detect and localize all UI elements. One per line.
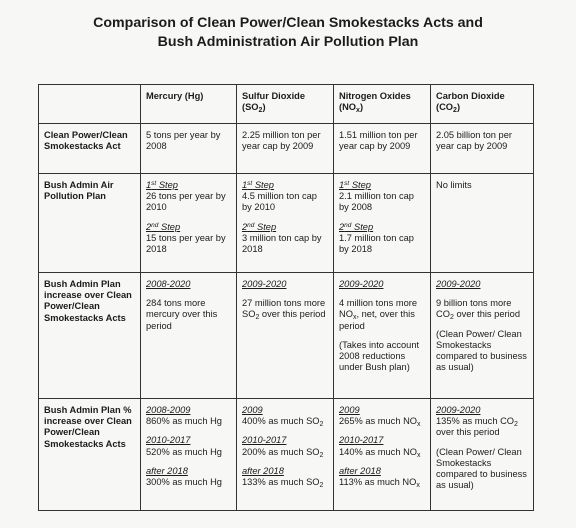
row-label: Bush Admin Plan % increase over Clean Power/Clean Smokestacks Acts	[39, 399, 141, 511]
cell-sulfur-dioxide: 2009 400% as much $SO_2$ 2010-2017 200% as much $SO_2$ after 2018 133% as much $SO_2$	[237, 399, 334, 511]
title-line-2: Bush Administration Air Pollution Plan	[157, 34, 419, 50]
cell-mercury: 1st Step 26 tons per year by 2010 2nd Step 15 tons per year by 2018	[141, 174, 237, 273]
period-label: 2008-2020	[146, 279, 191, 289]
row-bush-admin-plan	[39, 174, 534, 273]
header-sulfur-dioxide: Sulfur Dioxide $(SO_2)$	[237, 85, 334, 124]
period-label: 2009-2020	[339, 279, 384, 289]
cell-sulfur-dioxide: 2009-2020 27 million tons more $SO_2$ over this period	[237, 273, 334, 399]
step-label: 1st Step	[242, 180, 274, 190]
cell-carbon-dioxide: 2.05 billion ton per year cap by 2009	[431, 124, 534, 174]
step-label: 1st Step	[339, 180, 371, 190]
row-label: Bush Admin Plan increase over Clean Power/Clean Smokestacks Acts	[39, 273, 141, 399]
step-label: 2nd Step	[146, 221, 181, 232]
row-label: Bush Admin Air Pollution Plan	[39, 174, 141, 273]
cell-nitrogen-oxides: 2009 265% as much $NO_x$ 2010-2017 140% as much $NO_x$ after 2018 113% as much $NO_x$	[334, 399, 431, 511]
header-carbon-dioxide: Carbon Dioxide $(CO_2)$	[431, 85, 534, 124]
cell-mercury: 5 tons per year by 2008	[141, 124, 237, 174]
step-label: 1st Step	[146, 180, 178, 190]
step-label: 2nd Step	[242, 221, 277, 232]
cell-nitrogen-oxides: 1.51 million ton per year cap by 2009	[334, 124, 431, 174]
cell-sulfur-dioxide: 1st Step 4.5 million ton cap by 2010 2nd Step 3 million ton cap by 2018	[237, 174, 334, 273]
row-label: Clean Power/Clean Smokestacks Act	[39, 124, 141, 174]
period-label: 2009-2020	[242, 279, 287, 289]
comparison-table	[38, 84, 534, 511]
cell-carbon-dioxide: 2009-2020 135% as much $CO_2$ over this period (Clean Power/ Clean Smokestacks compared to business as usual)	[431, 399, 534, 511]
row-increase-over-act	[39, 273, 534, 399]
cell-carbon-dioxide: 2009-2020 9 billion tons more $CO_2$ over this period (Clean Power/ Clean Smokestacks compared to business as usual)	[431, 273, 534, 399]
header-row	[39, 85, 534, 124]
step-label: 2nd Step	[339, 221, 374, 232]
row-percent-increase	[39, 399, 534, 511]
row-clean-power-act	[39, 124, 534, 174]
period-label: 2009-2020	[436, 279, 481, 289]
header-empty-cell	[39, 85, 141, 124]
title-line-1: Comparison of Clean Power/Clean Smokestacks Acts and	[93, 15, 483, 31]
cell-mercury: 2008-2009 860% as much Hg 2010-2017 520% as much Hg after 2018 300% as much Hg	[141, 399, 237, 511]
header-nitrogen-oxides: Nitrogen Oxides $(NO_x)$	[334, 85, 431, 124]
document-title	[0, 14, 576, 52]
cell-sulfur-dioxide: 2.25 million ton per year cap by 2009	[237, 124, 334, 174]
cell-carbon-dioxide: No limits	[431, 174, 534, 273]
cell-mercury: 2008-2020 284 tons more mercury over this period	[141, 273, 237, 399]
header-mercury: Mercury (Hg)	[141, 85, 237, 124]
cell-nitrogen-oxides: 2009-2020 4 million tons more $NO_x$, net, over this period (Takes into account 2008 reductions under Bush plan)	[334, 273, 431, 399]
cell-nitrogen-oxides: 1st Step 2.1 million ton cap by 2008 2nd Step 1.7 million ton cap by 2018	[334, 174, 431, 273]
